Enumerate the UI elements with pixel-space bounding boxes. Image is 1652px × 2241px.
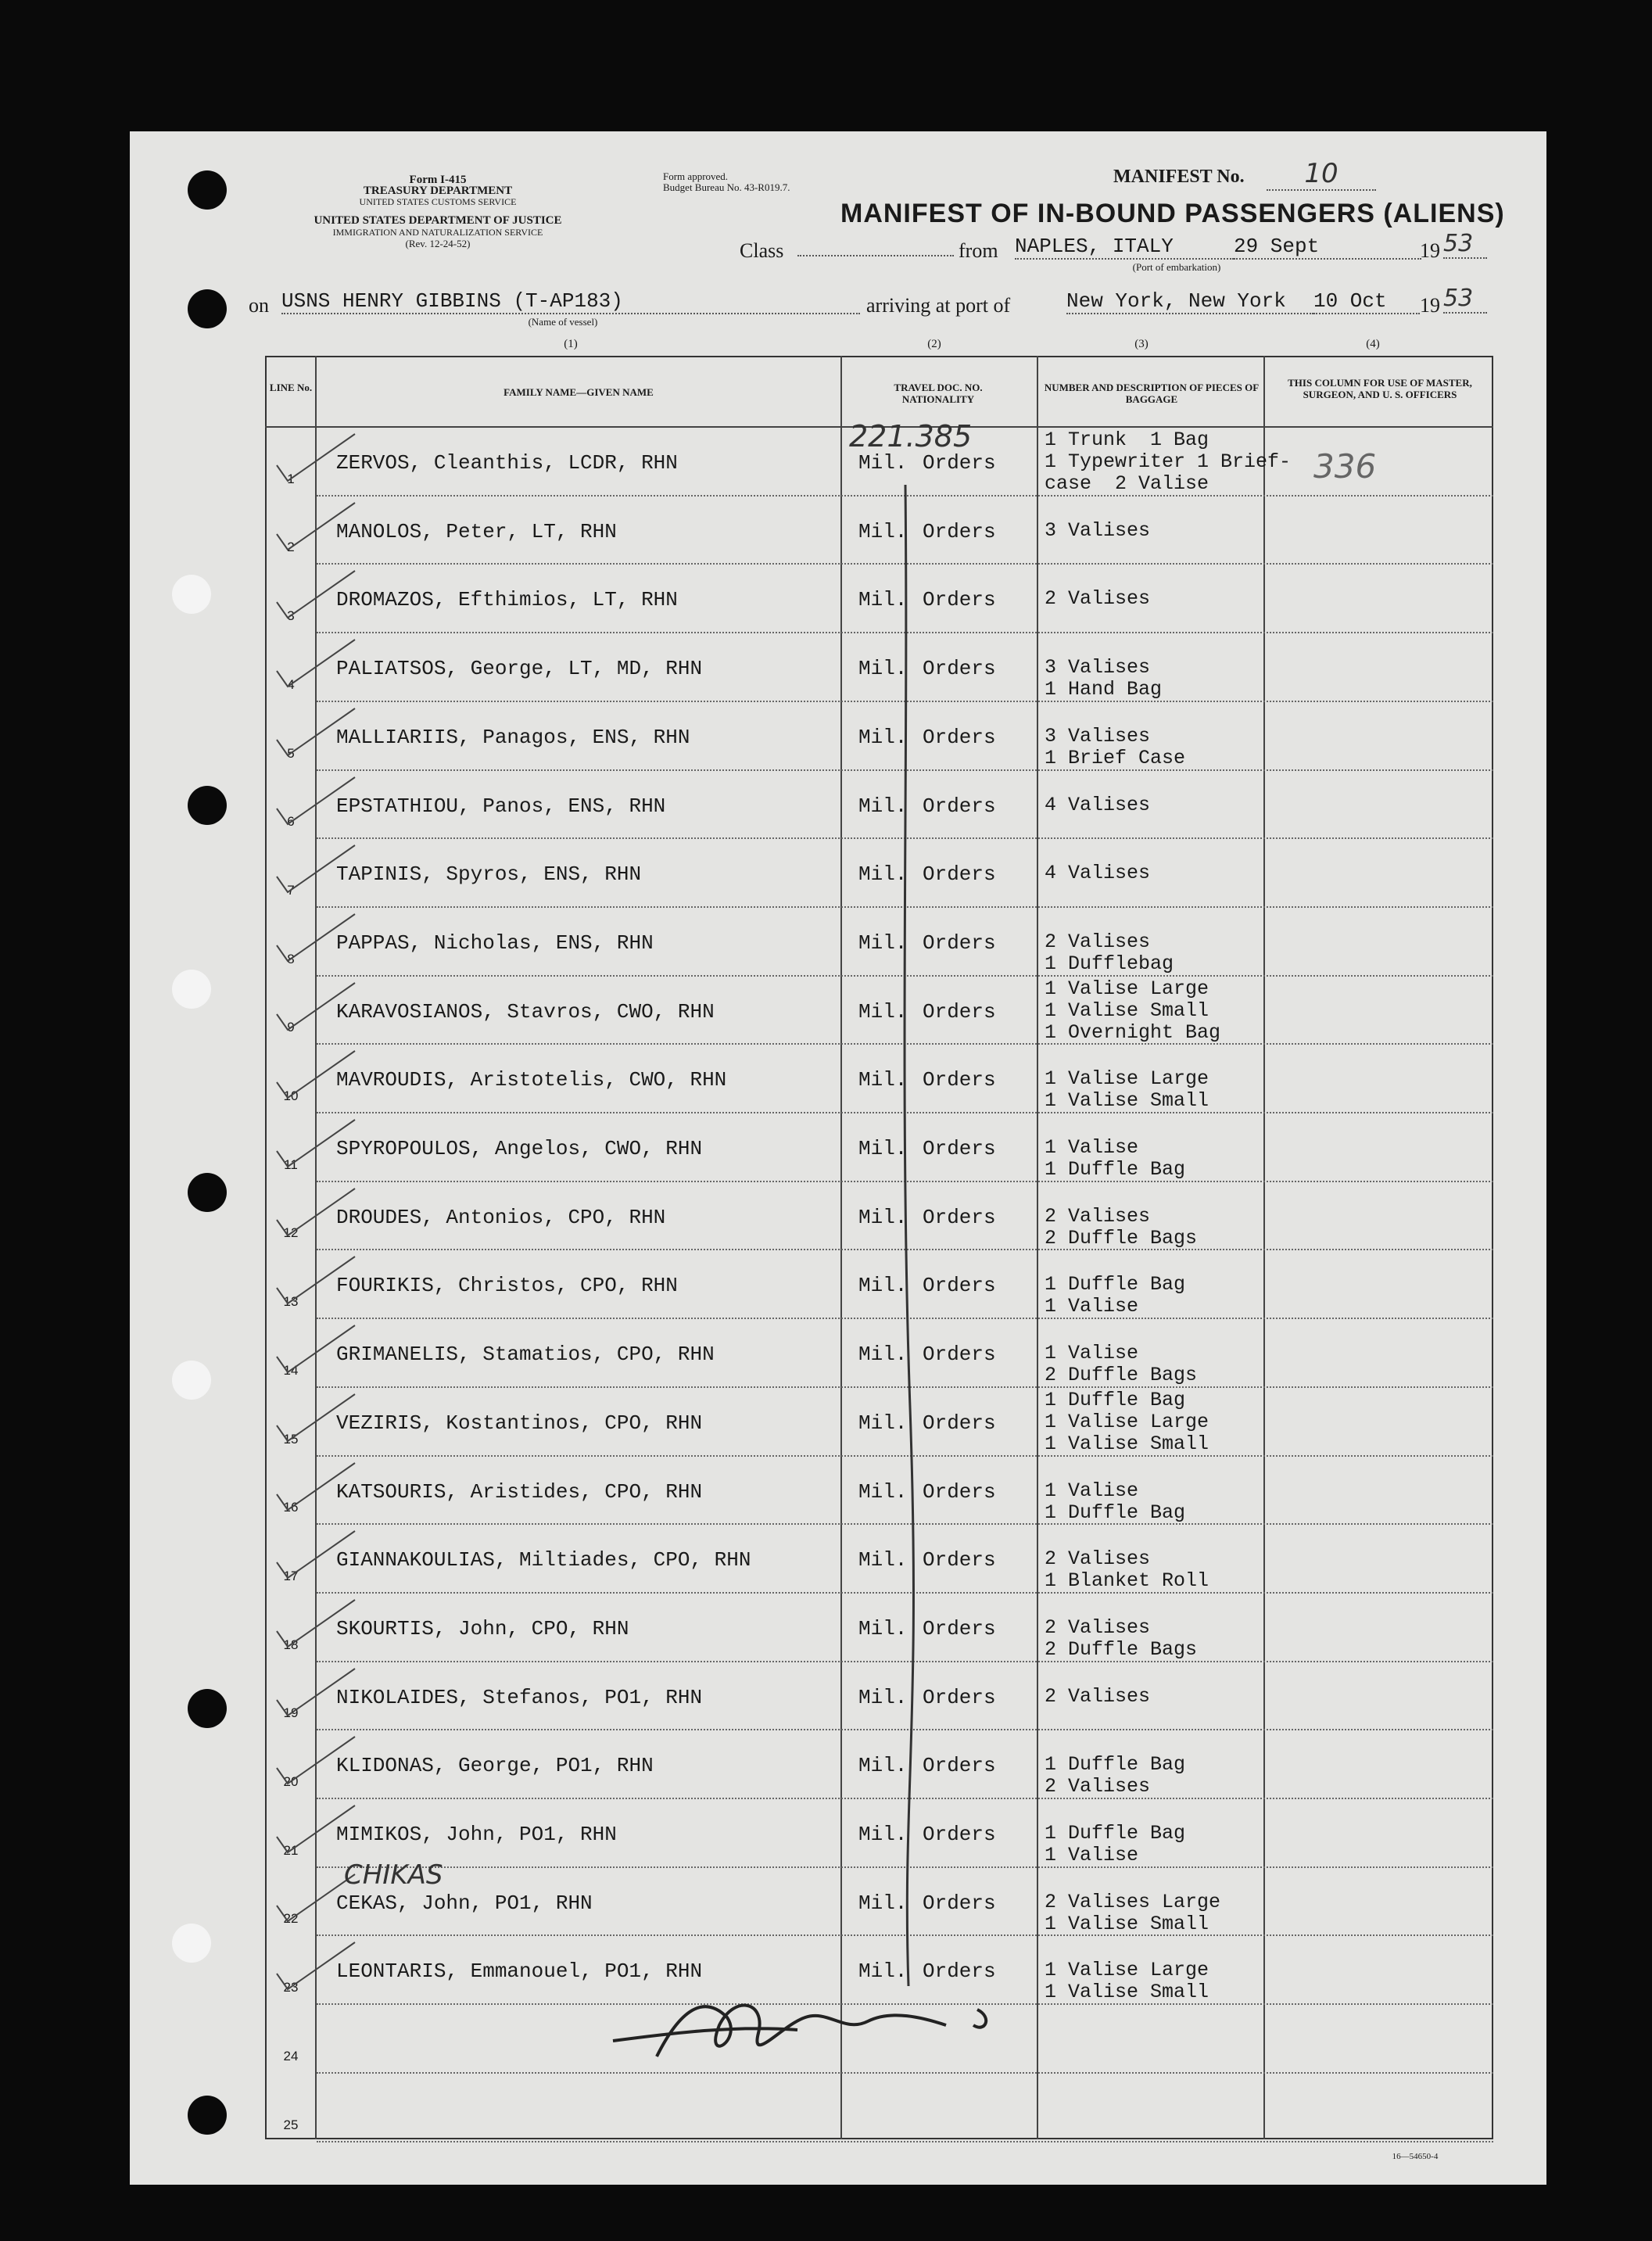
check-mark (274, 705, 360, 760)
column-number: (3) (1134, 338, 1149, 350)
nationality: Orders (923, 1479, 996, 1504)
passenger-name: DROMAZOS, Efthimios, LT, RHN (336, 588, 678, 612)
passenger-name: CEKAS, John, PO1, RHN (336, 1891, 593, 1915)
travel-doc: Mil. (858, 1274, 908, 1298)
check-mark (274, 1666, 360, 1720)
line-number: 13 (283, 1294, 299, 1310)
baggage-description: 1 Duffle Bag 1 Valise (1045, 1273, 1186, 1318)
travel-doc: Mil. (858, 1205, 908, 1229)
revision-date: (Rev. 12-24-52) (405, 238, 471, 249)
manifest-table (265, 356, 1493, 2139)
check-mark (274, 842, 360, 897)
manifest-number-label: MANIFEST No. (1113, 167, 1245, 187)
passenger-name: GRIMANELIS, Stamatios, CPO, RHN (336, 1343, 715, 1367)
nationality: Orders (923, 1823, 996, 1846)
on-label: on (249, 294, 269, 317)
check-mark (274, 1802, 360, 1857)
check-mark (274, 911, 360, 966)
travel-doc: Mil. (858, 1411, 908, 1435)
line-number: 9 (287, 1020, 295, 1035)
baggage-description: 3 Valises 1 Brief Case (1045, 724, 1186, 769)
column-divider (840, 356, 842, 2139)
pen-line (891, 469, 938, 2002)
passenger-name: NIKOLAIDES, Stefanos, PO1, RHN (336, 1685, 703, 1709)
line-number: 12 (283, 1225, 299, 1241)
passenger-name: TAPINIS, Spyros, ENS, RHN (336, 862, 642, 887)
baggage-description: 1 Duffle Bag 1 Valise Large 1 Valise Small (1045, 1388, 1209, 1455)
passenger-name: EPSTATHIOU, Panos, ENS, RHN (336, 794, 666, 818)
baggage-description: 2 Valises 1 Blanket Roll (1045, 1547, 1209, 1593)
nationality: Orders (923, 794, 996, 818)
line-number: 2 (287, 540, 295, 555)
line-number: 24 (283, 2048, 299, 2064)
travel-doc: Mil. (858, 1137, 908, 1160)
name-correction-annotation: CHIKAS (344, 1859, 443, 1891)
binder-hole (188, 786, 227, 825)
port-embark-caption: (Port of embarkation) (1132, 261, 1221, 273)
passenger-name: LEONTARIS, Emmanouel, PO1, RHN (336, 1960, 703, 1984)
binder-hole (188, 289, 227, 328)
baggage-description: 2 Valises 2 Duffle Bags (1045, 1615, 1198, 1661)
manifest-number-value: 10 (1267, 158, 1376, 191)
travel-doc: Mil. (858, 588, 908, 612)
dept-justice-sub: IMMIGRATION AND NATURALIZATION SERVICE (332, 227, 543, 238)
baggage-description: 2 Valises (1045, 1684, 1151, 1708)
baggage-description: 2 Valises (1045, 587, 1151, 611)
check-mark (274, 500, 360, 554)
line-number: 4 (287, 676, 295, 692)
check-mark (274, 1048, 360, 1103)
passenger-name: PAPPAS, Nicholas, ENS, RHN (336, 930, 654, 955)
travel-doc: Mil. (858, 1068, 908, 1092)
check-mark (274, 1322, 360, 1377)
arriving-label: arriving at port of (866, 294, 1011, 317)
travel-doc: Mil. (858, 1754, 908, 1778)
binder-hole (188, 2096, 227, 2135)
travel-doc: Mil. (858, 1548, 908, 1572)
nationality: Orders (923, 930, 996, 955)
passenger-name: FOURIKIS, Christos, CPO, RHN (336, 1274, 678, 1298)
row-divider (317, 2072, 1493, 2074)
travel-doc: Mil. (858, 862, 908, 887)
form-number: Form I-415 (409, 174, 467, 186)
line-number: 20 (283, 1774, 299, 1789)
nationality: Orders (923, 1274, 996, 1298)
check-mark (274, 1391, 360, 1446)
embarkation-year: 53 (1443, 230, 1487, 259)
binder-hole (172, 575, 211, 614)
officer-column-annotation: 336 (1313, 447, 1377, 486)
officer-signature (610, 1978, 1032, 2072)
travel-doc: Mil. (858, 1891, 908, 1915)
travel-doc: Mil. (858, 794, 908, 818)
travel-doc: Mil. (858, 1823, 908, 1846)
header-name: FAMILY NAME—GIVEN NAME (503, 386, 654, 398)
from-label: from (959, 239, 998, 262)
row-divider (317, 2141, 1493, 2142)
passenger-name: ZERVOS, Cleanthis, LCDR, RHN (336, 451, 678, 475)
year-prefix-1: 19 (1420, 239, 1440, 262)
binder-hole (188, 170, 227, 210)
line-number: 8 (287, 951, 295, 966)
header-line-no: LINE No. (269, 382, 313, 393)
baggage-description: 1 Valise Large 1 Valise Small (1045, 1959, 1209, 2004)
dept-treasury: TREASURY DEPARTMENT (363, 185, 513, 197)
passenger-name: KARAVOSIANOS, Stavros, CWO, RHN (336, 999, 715, 1024)
check-mark (274, 431, 360, 486)
line-number: 6 (287, 814, 295, 830)
passenger-name: KATSOURIS, Aristides, CPO, RHN (336, 1479, 703, 1504)
column-number: (4) (1366, 338, 1380, 350)
manifest-title: MANIFEST OF IN-BOUND PASSENGERS (ALIENS) (840, 199, 1505, 228)
baggage-description: 1 Valise Large 1 Valise Small (1045, 1067, 1209, 1113)
travel-doc: Mil. (858, 725, 908, 749)
check-mark (274, 1185, 360, 1240)
nationality: Orders (923, 1205, 996, 1229)
passenger-name: MANOLOS, Peter, LT, RHN (336, 519, 617, 543)
nationality: Orders (923, 999, 996, 1024)
line-number: 11 (284, 1156, 298, 1172)
line-number: 19 (283, 1705, 299, 1721)
nationality: Orders (923, 725, 996, 749)
travel-doc: Mil. (858, 930, 908, 955)
vessel-caption: (Name of vessel) (528, 316, 598, 328)
passenger-name: GIANNAKOULIAS, Miltiades, CPO, RHN (336, 1548, 751, 1572)
passenger-name: MAVROUDIS, Aristotelis, CWO, RHN (336, 1068, 727, 1092)
embarkation-date: 29 Sept (1234, 235, 1421, 260)
baggage-description: 1 Trunk 1 Bag 1 Typewriter 1 Brief- case 2 Valise (1045, 428, 1292, 495)
baggage-description: 1 Valise Large 1 Valise Small 1 Overnight Bag (1045, 977, 1221, 1044)
header-baggage: NUMBER AND DESCRIPTION OF PIECES OF BAGGAGE (1044, 382, 1260, 405)
passenger-name: SPYROPOULOS, Angelos, CWO, RHN (336, 1137, 703, 1160)
baggage-description: 2 Valises 1 Dufflebag (1045, 930, 1174, 975)
baggage-description: 3 Valises (1045, 518, 1151, 542)
header-travel-doc: TRAVEL DOC. NO. NATIONALITY (894, 382, 983, 405)
class-label: Class (740, 239, 784, 262)
column-number: (2) (927, 338, 941, 350)
budget-bureau-no: Budget Bureau No. 43-R019.7. (663, 181, 790, 193)
baggage-description: 1 Duffle Bag 2 Valises (1045, 1753, 1186, 1798)
line-number: 10 (283, 1088, 299, 1103)
travel-doc: Mil. (858, 1685, 908, 1709)
passenger-name: DROUDES, Antonios, CPO, RHN (336, 1205, 666, 1229)
check-mark (274, 568, 360, 622)
vessel-name: USNS HENRY GIBBINS (T-AP183) (281, 289, 860, 314)
binder-hole (172, 1361, 211, 1400)
footer-print-code: 16—54650-4 (1392, 2152, 1439, 2161)
baggage-description: 2 Valises Large 1 Valise Small (1045, 1890, 1221, 1935)
check-mark (274, 1939, 360, 1994)
line-number: 1 (287, 471, 295, 486)
check-mark (274, 1253, 360, 1308)
nationality: Orders (923, 657, 996, 681)
nationality: Orders (923, 588, 996, 612)
dept-justice: UNITED STATES DEPARTMENT OF JUSTICE (314, 214, 562, 227)
line-number: 15 (283, 1431, 299, 1447)
baggage-description: 1 Duffle Bag 1 Valise (1045, 1822, 1186, 1866)
passenger-name: KLIDONAS, George, PO1, RHN (336, 1754, 654, 1778)
check-mark (274, 1460, 360, 1515)
passenger-name: PALIATSOS, George, LT, MD, RHN (336, 657, 703, 681)
line-number: 22 (283, 1911, 299, 1927)
line-number: 5 (287, 745, 295, 761)
nationality: Orders (923, 1685, 996, 1709)
line-number: 23 (283, 1980, 299, 1995)
passenger-name: MALLIARIIS, Panagos, ENS, RHN (336, 725, 690, 749)
travel-doc: Mil. (858, 1960, 908, 1984)
check-mark (274, 980, 360, 1034)
line-number: 14 (283, 1362, 299, 1378)
line-number: 16 (283, 1500, 299, 1515)
nationality: Orders (923, 451, 996, 475)
nationality: Orders (923, 862, 996, 887)
port-of-embarkation: NAPLES, ITALY (1015, 235, 1234, 260)
binder-hole (188, 1173, 227, 1212)
check-mark (274, 1734, 360, 1788)
travel-doc-number-annotation: 221.385 (849, 419, 973, 454)
class-value-line (797, 255, 954, 256)
line-number: 25 (283, 2117, 299, 2132)
nationality: Orders (923, 1891, 996, 1915)
dept-treasury-sub: UNITED STATES CUSTOMS SERVICE (359, 196, 517, 207)
nationality: Orders (923, 1616, 996, 1640)
line-number: 3 (287, 608, 295, 624)
arrival-date: 10 Oct (1313, 289, 1420, 314)
arrival-year: 53 (1443, 285, 1487, 314)
nationality: Orders (923, 1343, 996, 1367)
nationality: Orders (923, 1960, 996, 1984)
nationality: Orders (923, 1411, 996, 1435)
baggage-description: 4 Valises (1045, 793, 1151, 816)
check-mark (274, 774, 360, 829)
binder-hole (172, 970, 211, 1009)
nationality: Orders (923, 519, 996, 543)
travel-doc: Mil. (858, 999, 908, 1024)
check-mark (274, 1528, 360, 1583)
travel-doc: Mil. (858, 451, 908, 475)
nationality: Orders (923, 1754, 996, 1778)
baggage-description: 1 Valise 2 Duffle Bags (1045, 1342, 1198, 1387)
arrival-port: New York, New York (1066, 289, 1313, 314)
passenger-name: MIMIKOS, John, PO1, RHN (336, 1823, 617, 1846)
line-number: 21 (283, 1842, 299, 1858)
baggage-description: 2 Valises 2 Duffle Bags (1045, 1204, 1198, 1250)
column-number: (1) (564, 338, 578, 350)
travel-doc: Mil. (858, 519, 908, 543)
baggage-description: 4 Valises (1045, 862, 1151, 885)
travel-doc: Mil. (858, 1616, 908, 1640)
nationality: Orders (923, 1137, 996, 1160)
binder-hole (188, 1689, 227, 1728)
column-divider (1263, 356, 1265, 2139)
binder-hole (172, 1924, 211, 1963)
form-approved: Form approved. (663, 170, 729, 182)
passenger-name: VEZIRIS, Kostantinos, CPO, RHN (336, 1411, 703, 1435)
header-officers: THIS COLUMN FOR USE OF MASTER, SURGEON, AND U. S. OFFICERS (1288, 377, 1472, 400)
passenger-name: SKOURTIS, John, CPO, RHN (336, 1616, 629, 1640)
nationality: Orders (923, 1548, 996, 1572)
column-divider (1037, 356, 1038, 2139)
travel-doc: Mil. (858, 657, 908, 681)
travel-doc: Mil. (858, 1479, 908, 1504)
travel-doc: Mil. (858, 1343, 908, 1367)
baggage-description: 1 Valise 1 Duffle Bag (1045, 1136, 1186, 1181)
check-mark (274, 636, 360, 691)
baggage-description: 3 Valises 1 Hand Bag (1045, 656, 1163, 701)
nationality: Orders (923, 1068, 996, 1092)
line-number: 7 (287, 882, 295, 898)
baggage-description: 1 Valise 1 Duffle Bag (1045, 1479, 1186, 1524)
check-mark (274, 1117, 360, 1171)
check-mark (274, 1597, 360, 1651)
line-number: 18 (283, 1637, 299, 1652)
year-prefix-2: 19 (1420, 294, 1440, 317)
line-number: 17 (283, 1568, 299, 1583)
